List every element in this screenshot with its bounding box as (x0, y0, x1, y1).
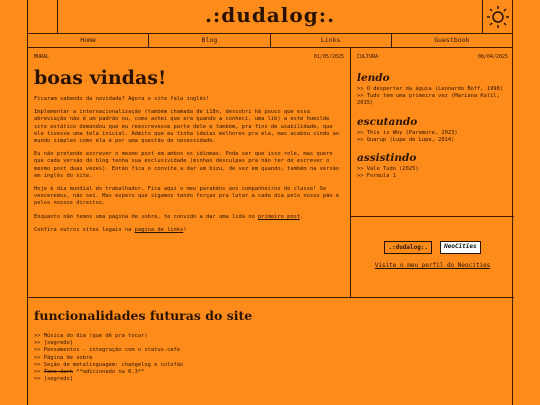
list-item: >> Quarup (Lupe de Lupe, 2014) (357, 136, 455, 143)
culture-panel (351, 48, 514, 298)
nav-home[interactable]: Home (28, 34, 149, 47)
site-title: .:dudalog:. (204, 3, 336, 27)
list-item: >> Tema dark **adicionado na 0.3** (34, 369, 145, 376)
neocities-badge[interactable]: NeoCities (440, 241, 481, 254)
main-nav (28, 34, 512, 48)
dudalog-badge[interactable]: .:dudalog:. (384, 241, 432, 254)
first-post-link[interactable]: primeiro post (257, 213, 301, 220)
culture-label: CULTURA (357, 54, 379, 60)
paragraph-1: Ficaram sabendo da novidade? Agora o site fala inglês! (34, 96, 210, 102)
list-item: >> [segredo] (34, 340, 73, 347)
list-item: >> Página de sobre (34, 354, 93, 361)
mural-label: MURAL (34, 54, 50, 60)
nav-blog[interactable]: Blog (149, 34, 270, 47)
logo-box (28, 0, 58, 34)
culture-date: 08/04/2025 (477, 54, 508, 60)
listening-heading: escutando (357, 115, 418, 128)
culture-bar (357, 54, 508, 60)
sun-icon[interactable] (482, 0, 512, 34)
mural-panel (28, 48, 351, 298)
nav-links[interactable]: Links (271, 34, 392, 47)
list-item: >> Música do dia (que dê pra tocar) (34, 333, 148, 339)
paragraph-4: Hoje é dia mundial do trabalhador. Fica aqui o meu parabéns aos companheiros de classe! Se venceremos, não sei. Mas espero que sigamos tendo forças pra lutar a cada dia pelo nosso pão e pelos nossos direitos. (34, 186, 340, 207)
list-item: >> Seção de metalinguagem: changelog e colofão (34, 361, 184, 368)
links-page-link[interactable]: página de links (134, 226, 184, 233)
neocities-profile-link[interactable]: Visite o meu perfil do Neocities (374, 262, 491, 269)
list-item: >> Tudo tem uma primeira vez (Mariana Kalil, 2015) (357, 93, 500, 107)
mural-date: 01/05/2025 (313, 54, 344, 60)
list-item: >> [segredo] (34, 376, 73, 383)
page-frame (27, 0, 513, 405)
list-item: >> This is Why (Paramore, 2023) (357, 129, 458, 136)
paragraph-2: Implementar a internacionalização (também chamada de i18n, descobri há pouco que essa abreviação não é um padrão ou, como achei que era quando a conheci, uma lib) a este humilde site estático demandou que eu reescrevesse parte dele e também, pra fins de usabilidade, que ele tivesse uma tela inicial. Admito que eu tinha ideias melhores pra ela, mas acabou vindo ao mundo simples como ela é por uma questão de necessidade. (34, 109, 340, 145)
list-item: >> Pensamentos - integração com o status.cafe (34, 347, 181, 354)
paragraph-6: Confira outros sites legais na página de links! (34, 226, 187, 233)
watching-heading: assistindo (357, 152, 417, 165)
site-header (28, 0, 512, 34)
badges (351, 241, 514, 254)
features-panel (28, 298, 512, 405)
features-heading: funcionalidades futuras do site (34, 308, 253, 323)
paragraph-5: Enquanto não temos uma página de sobre, te convido a dar uma lida no primeiro post. (34, 213, 304, 220)
list-item: >> Vale Tudo (2025) (357, 166, 419, 173)
nav-guestbook[interactable]: Guestbook (434, 36, 470, 44)
list-item: >> Formula 1 (357, 173, 396, 180)
paragraph-3: Eu não pretendo escrever o mesmo post em ambos os idiomas. Pode ser que isso role, mas quero que cada versão do blog tenha sua exclusividade (minhas desculpas pra não ter de escrever o mesmo post duas vezes). Então fica o convite a dar um bizu, de vez em quando, também na versão em inglês do site. (34, 151, 340, 179)
mural-bar (34, 54, 344, 60)
list-item: >> O despertar da águia (Leonardo Boff, 1998) (357, 86, 504, 92)
struck-item: Tema dark (43, 369, 73, 376)
reading-heading: lendo (357, 72, 390, 84)
culture-section (351, 48, 514, 217)
welcome-heading: boas vindas! (34, 67, 167, 89)
